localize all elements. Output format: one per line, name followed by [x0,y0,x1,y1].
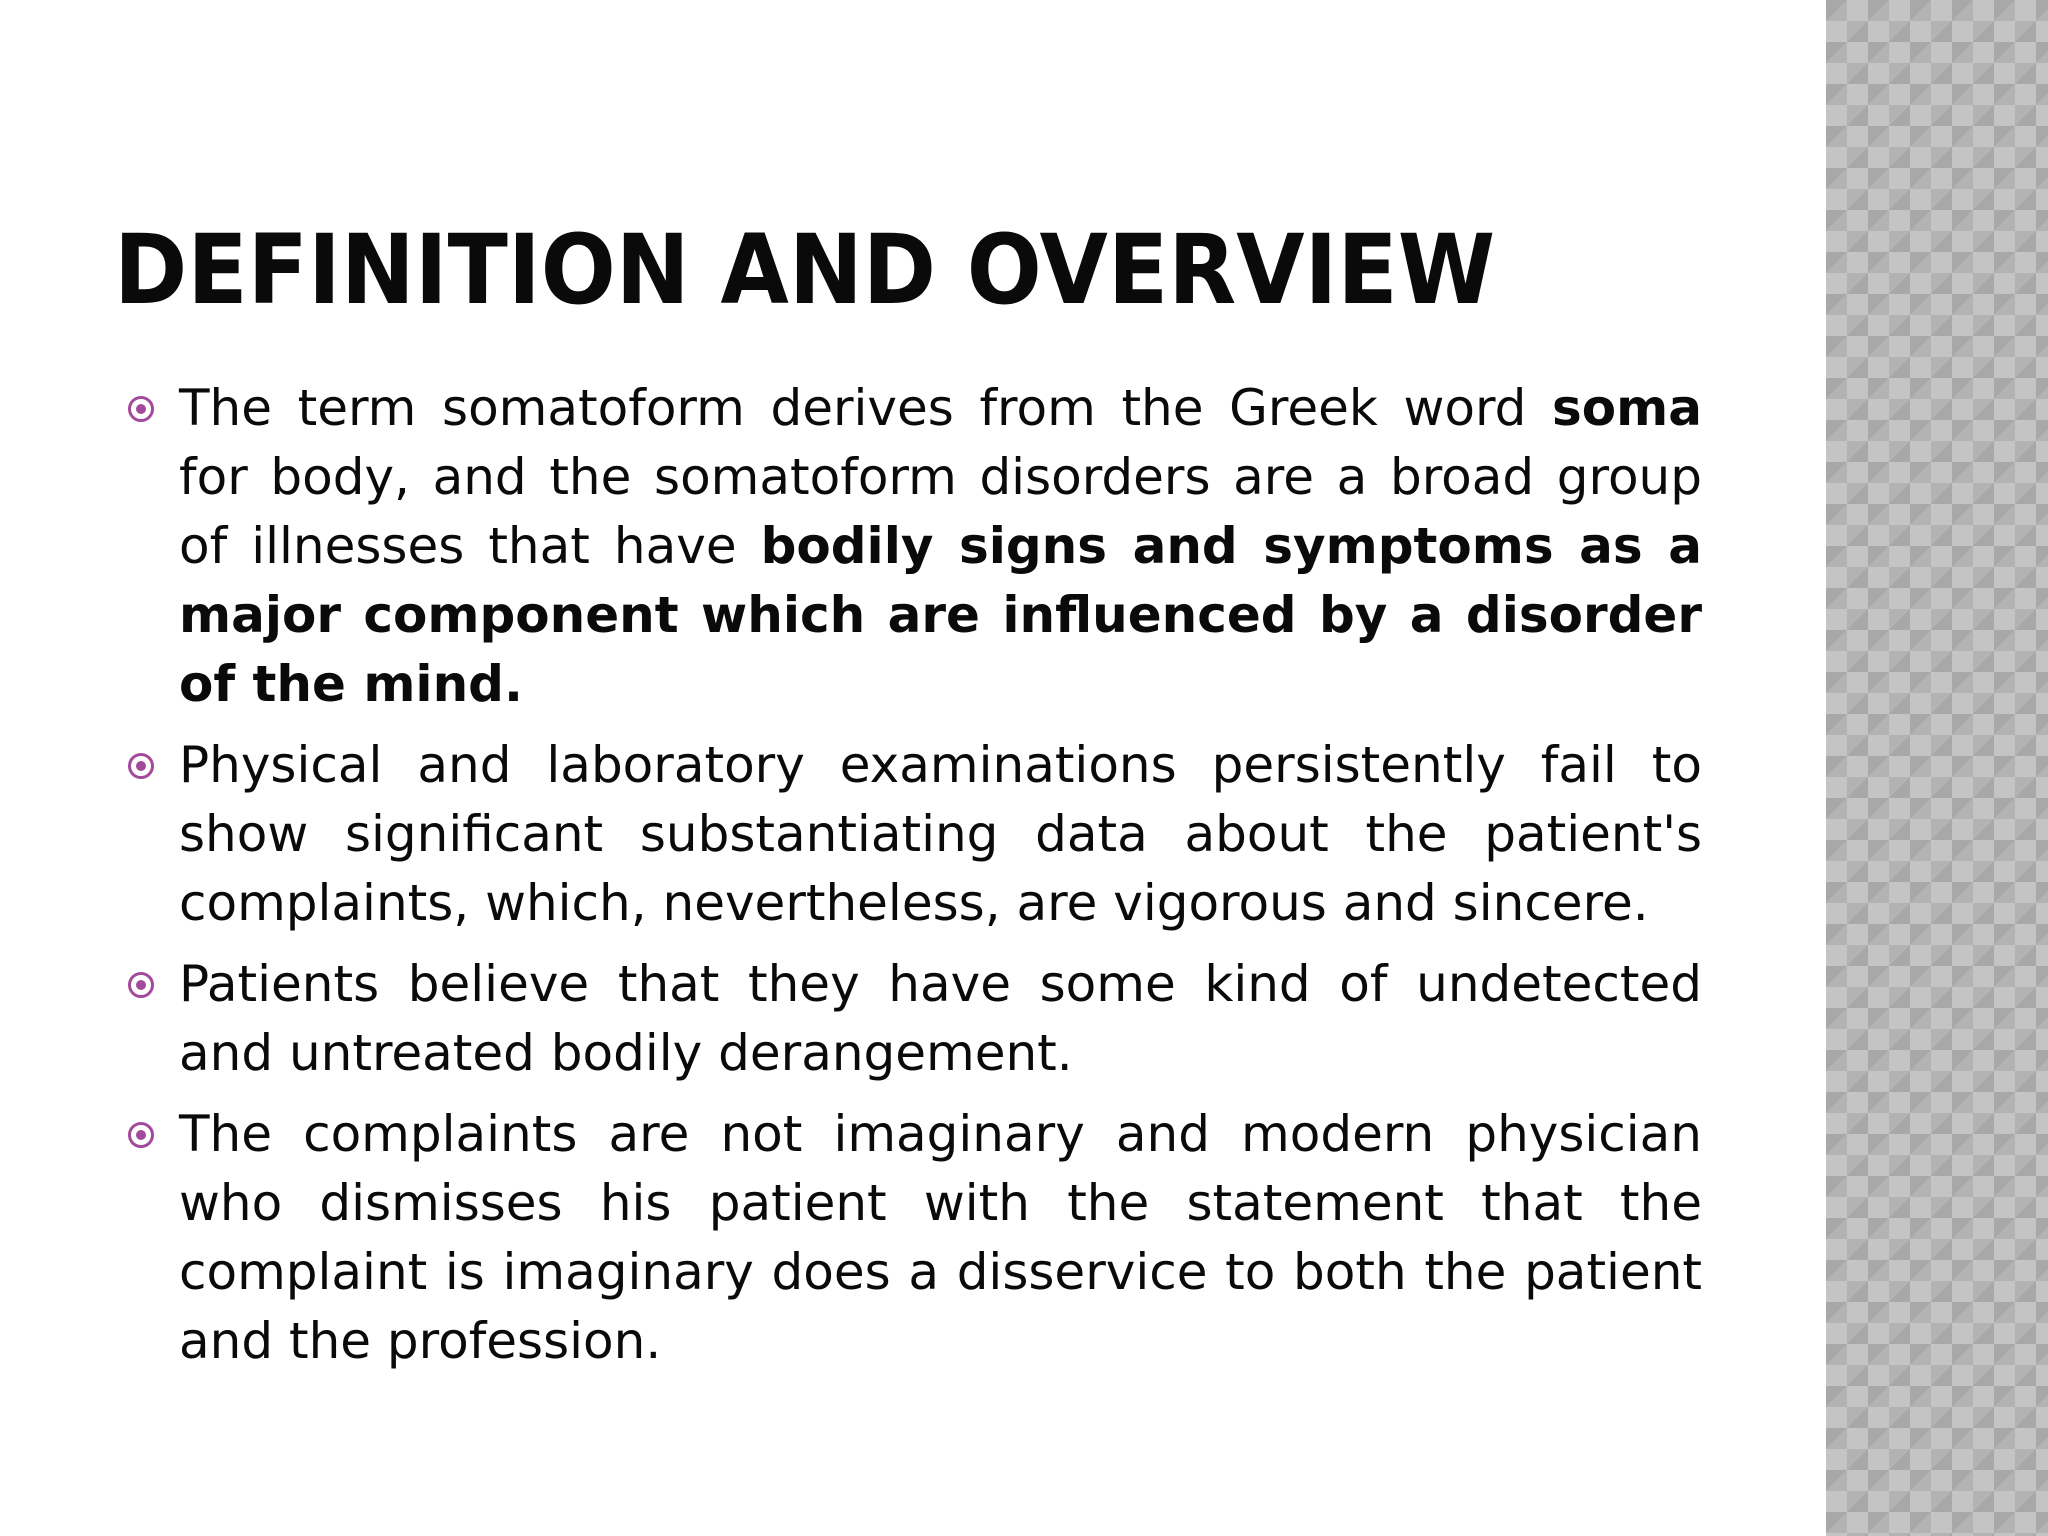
bullet-item [128,731,1702,938]
bullet-icon [128,396,154,422]
bullet-text-segment: for body, and the somatoform disorders are a broad group of illnesses that have [179,448,1702,575]
bullet-icon [128,972,154,998]
slide-title: DEFINITION AND OVERVIEW [114,214,1496,326]
bullet-item [128,1100,1702,1376]
bullet-item [128,374,1702,719]
bullet-list [128,374,1702,1388]
bullet-text-segment: The term somatoform derives from the Greek word [179,379,1553,437]
bullet-text-segment: The complaints are not imaginary and modern physician who dismisses his patient with the statement that the complaint is imaginary does a disservice to both the patient and the profession. [179,1105,1702,1370]
bullet-icon [128,753,154,779]
bullet-text-bold: bodily signs and symptoms as a major component which are influenced by a disorder of the mind. [179,517,1702,713]
bullet-text-bold: soma [1552,379,1702,437]
bullet-item [128,950,1702,1088]
bullet-text-segment: Patients believe that they have some kind of undetected and untreated bodily derangement. [179,955,1702,1082]
bullet-icon [128,1122,154,1148]
bullet-text-segment: Physical and laboratory examinations persistently fail to show significant substantiating data about the patient's complaints, which, nevertheless, are vigorous and sincere. [179,736,1702,932]
decorative-side-panel [1826,0,2048,1536]
